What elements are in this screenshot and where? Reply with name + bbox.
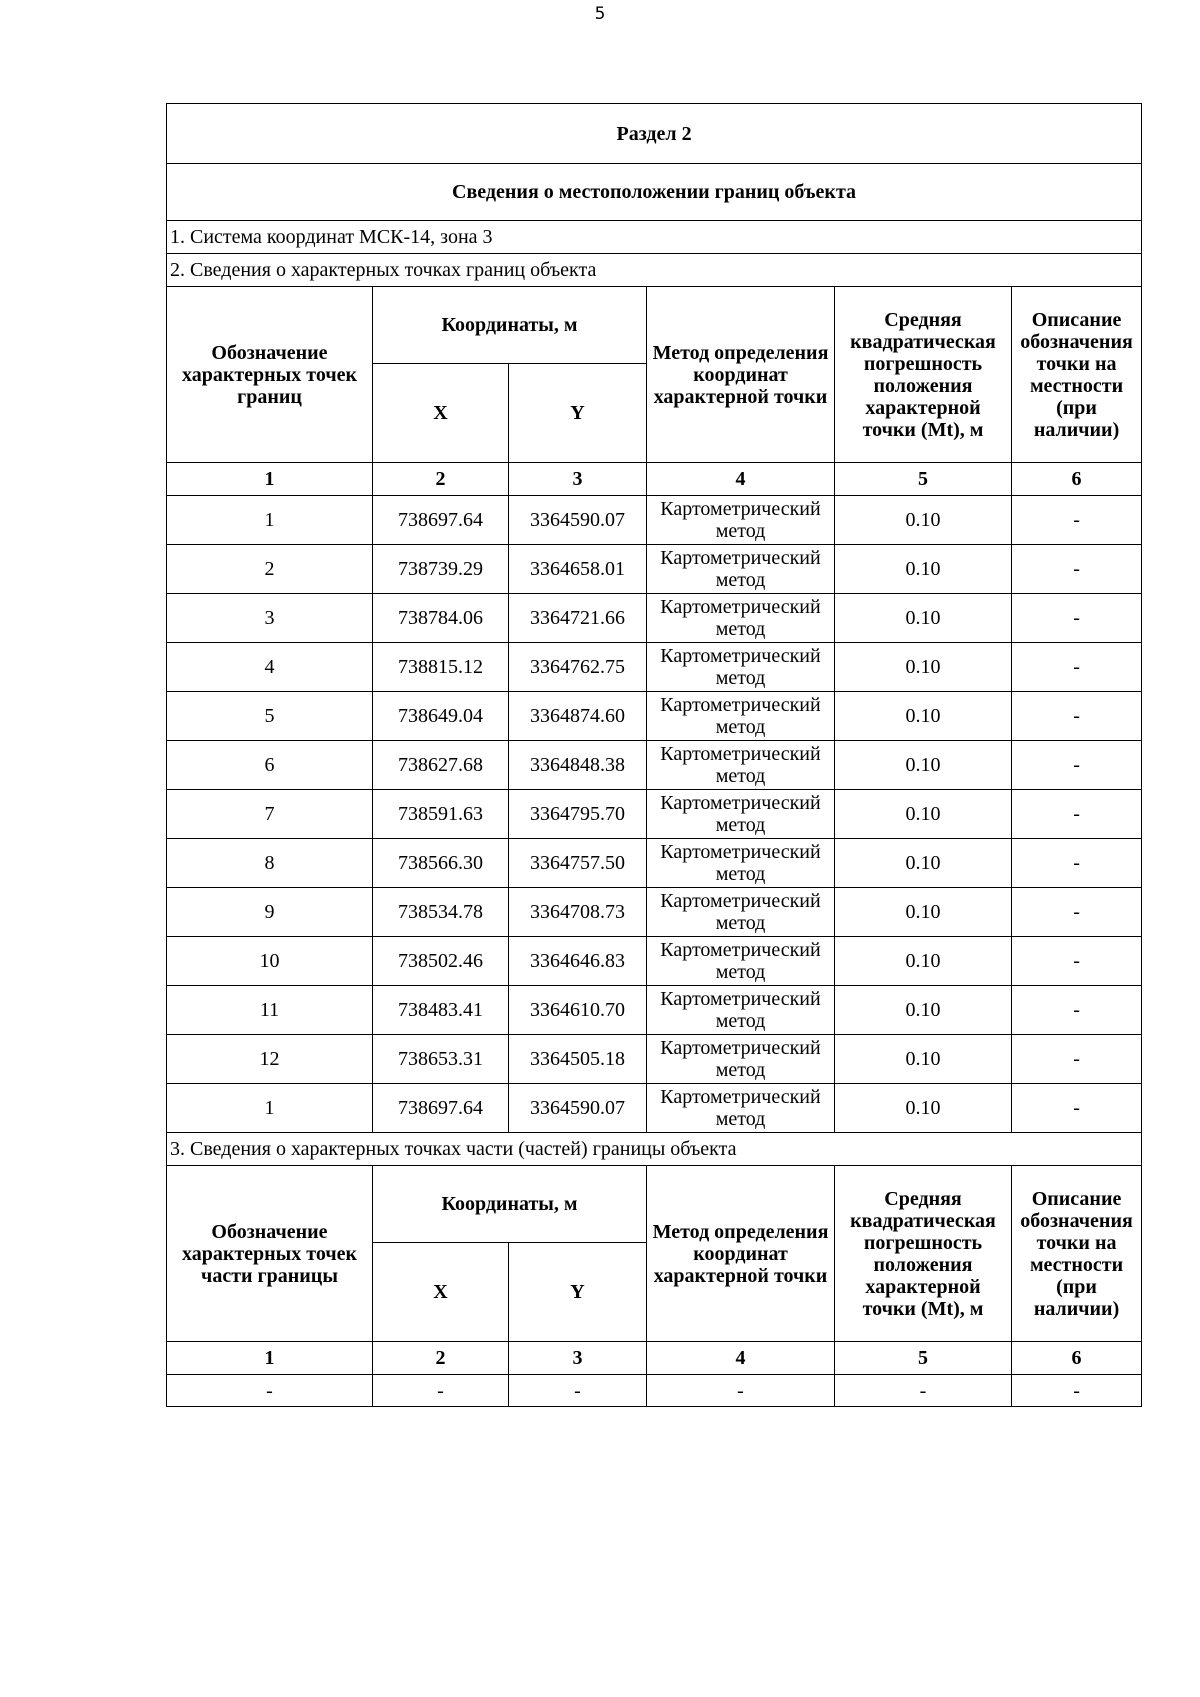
coord-x: 738697.64: [373, 1084, 509, 1133]
boundary-table: [166, 103, 1142, 1407]
column-number: 4: [647, 1342, 835, 1375]
column-number: 2: [373, 1342, 509, 1375]
parts-header-designation: Обозначение характерных точек части границы: [167, 1166, 373, 1342]
table-row: [167, 986, 1142, 1035]
column-number: 5: [835, 1342, 1012, 1375]
parts-header-error: Средняя квадратическая погрешность положения характерной точки (Mt), м: [835, 1166, 1012, 1342]
description: -: [1012, 496, 1142, 545]
column-number: 2: [373, 463, 509, 496]
description: -: [1012, 741, 1142, 790]
point-id: 6: [167, 741, 373, 790]
method: Картометрический метод: [647, 986, 835, 1035]
coord-x: 738502.46: [373, 937, 509, 986]
description: -: [1012, 1035, 1142, 1084]
description: -: [1012, 643, 1142, 692]
point-id: 11: [167, 986, 373, 1035]
coord-y: 3364708.73: [509, 888, 647, 937]
method: -: [647, 1375, 835, 1407]
parts-header-x: X: [373, 1243, 509, 1342]
table-row: [167, 594, 1142, 643]
header-y: Y: [509, 364, 647, 463]
coord-y: 3364590.07: [509, 1084, 647, 1133]
description: -: [1012, 594, 1142, 643]
coord-x: 738784.06: [373, 594, 509, 643]
coord-x: 738739.29: [373, 545, 509, 594]
column-number: 3: [509, 463, 647, 496]
point-id: -: [167, 1375, 373, 1407]
description: -: [1012, 839, 1142, 888]
column-number: 6: [1012, 463, 1142, 496]
coord-x: 738566.30: [373, 839, 509, 888]
point-id: 3: [167, 594, 373, 643]
section-subtitle: Сведения о местоположении границ объекта: [167, 164, 1142, 221]
column-number: 1: [167, 1342, 373, 1375]
header-method: Метод определения координат характерной точки: [647, 287, 835, 463]
coord-y: 3364795.70: [509, 790, 647, 839]
mt-error: 0.10: [835, 643, 1012, 692]
coord-y: 3364721.66: [509, 594, 647, 643]
section-title-row: [167, 104, 1142, 164]
method: Картометрический метод: [647, 1084, 835, 1133]
section-subtitle-row: [167, 164, 1142, 221]
method: Картометрический метод: [647, 888, 835, 937]
parts-heading: 3. Сведения о характерных точках части (частей) границы объекта: [167, 1133, 1142, 1166]
header-x: X: [373, 364, 509, 463]
description: -: [1012, 1375, 1142, 1407]
coord-x: 738649.04: [373, 692, 509, 741]
mt-error: 0.10: [835, 692, 1012, 741]
coord-system-row: [167, 221, 1142, 254]
points-heading: 2. Сведения о характерных точках границ объекта: [167, 254, 1142, 287]
mt-error: 0.10: [835, 741, 1012, 790]
coord-system: 1. Система координат МСК-14, зона 3: [167, 221, 1142, 254]
method: Картометрический метод: [647, 643, 835, 692]
mt-error: 0.10: [835, 545, 1012, 594]
parts-column-numbers-row: [167, 1342, 1142, 1375]
coord-y: 3364505.18: [509, 1035, 647, 1084]
coord-y: 3364874.60: [509, 692, 647, 741]
coord-x: 738627.68: [373, 741, 509, 790]
description: -: [1012, 545, 1142, 594]
section-title: Раздел 2: [167, 104, 1142, 164]
points-heading-row: [167, 254, 1142, 287]
point-id: 2: [167, 545, 373, 594]
method: Картометрический метод: [647, 1035, 835, 1084]
point-id: 7: [167, 790, 373, 839]
coord-y: 3364848.38: [509, 741, 647, 790]
coord-x: -: [373, 1375, 509, 1407]
table-row: [167, 1035, 1142, 1084]
column-number: 3: [509, 1342, 647, 1375]
mt-error: 0.10: [835, 937, 1012, 986]
description: -: [1012, 986, 1142, 1035]
method: Картометрический метод: [647, 594, 835, 643]
coord-x: 738815.12: [373, 643, 509, 692]
header-coords: Координаты, м: [373, 287, 647, 364]
table-row: [167, 1375, 1142, 1407]
description: -: [1012, 888, 1142, 937]
coord-y: -: [509, 1375, 647, 1407]
table-row: [167, 790, 1142, 839]
point-id: 1: [167, 1084, 373, 1133]
table-row: [167, 545, 1142, 594]
point-id: 5: [167, 692, 373, 741]
mt-error: 0.10: [835, 888, 1012, 937]
description: -: [1012, 692, 1142, 741]
parts-header-row-1: [167, 1166, 1142, 1243]
point-id: 8: [167, 839, 373, 888]
method: Картометрический метод: [647, 839, 835, 888]
coord-y: 3364610.70: [509, 986, 647, 1035]
point-id: 4: [167, 643, 373, 692]
method: Картометрический метод: [647, 741, 835, 790]
method: Картометрический метод: [647, 496, 835, 545]
column-number: 6: [1012, 1342, 1142, 1375]
mt-error: 0.10: [835, 790, 1012, 839]
description: -: [1012, 1084, 1142, 1133]
coord-x: 738697.64: [373, 496, 509, 545]
coord-y: 3364646.83: [509, 937, 647, 986]
mt-error: 0.10: [835, 1035, 1012, 1084]
header-row-1: [167, 287, 1142, 364]
mt-error: -: [835, 1375, 1012, 1407]
mt-error: 0.10: [835, 1084, 1012, 1133]
parts-header-method: Метод определения координат характерной точки: [647, 1166, 835, 1342]
coord-y: 3364590.07: [509, 496, 647, 545]
table-row: [167, 741, 1142, 790]
parts-header-y: Y: [509, 1243, 647, 1342]
column-number: 1: [167, 463, 373, 496]
mt-error: 0.10: [835, 839, 1012, 888]
point-id: 9: [167, 888, 373, 937]
coord-y: 3364658.01: [509, 545, 647, 594]
table-row: [167, 888, 1142, 937]
coord-y: 3364762.75: [509, 643, 647, 692]
table-row: [167, 643, 1142, 692]
method: Картометрический метод: [647, 937, 835, 986]
mt-error: 0.10: [835, 594, 1012, 643]
parts-header-description: Описание обозначения точки на местности (при наличии): [1012, 1166, 1142, 1342]
page-number: 5: [594, 4, 606, 24]
column-number: 4: [647, 463, 835, 496]
point-id: 12: [167, 1035, 373, 1084]
table-row: [167, 839, 1142, 888]
mt-error: 0.10: [835, 496, 1012, 545]
mt-error: 0.10: [835, 986, 1012, 1035]
description: -: [1012, 937, 1142, 986]
parts-header-coords: Координаты, м: [373, 1166, 647, 1243]
coord-y: 3364757.50: [509, 839, 647, 888]
table-row: [167, 496, 1142, 545]
description: -: [1012, 790, 1142, 839]
table-row: [167, 692, 1142, 741]
method: Картометрический метод: [647, 545, 835, 594]
point-id: 10: [167, 937, 373, 986]
coord-x: 738591.63: [373, 790, 509, 839]
header-description: Описание обозначения точки на местности (при наличии): [1012, 287, 1142, 463]
column-number: 5: [835, 463, 1012, 496]
method: Картометрический метод: [647, 790, 835, 839]
coord-x: 738653.31: [373, 1035, 509, 1084]
point-id: 1: [167, 496, 373, 545]
coord-x: 738534.78: [373, 888, 509, 937]
column-numbers-row: [167, 463, 1142, 496]
table-row: [167, 937, 1142, 986]
parts-heading-row: [167, 1133, 1142, 1166]
coord-x: 738483.41: [373, 986, 509, 1035]
table-row: [167, 1084, 1142, 1133]
method: Картометрический метод: [647, 692, 835, 741]
header-error: Средняя квадратическая погрешность положения характерной точки (Mt), м: [835, 287, 1012, 463]
header-designation: Обозначение характерных точек границ: [167, 287, 373, 463]
